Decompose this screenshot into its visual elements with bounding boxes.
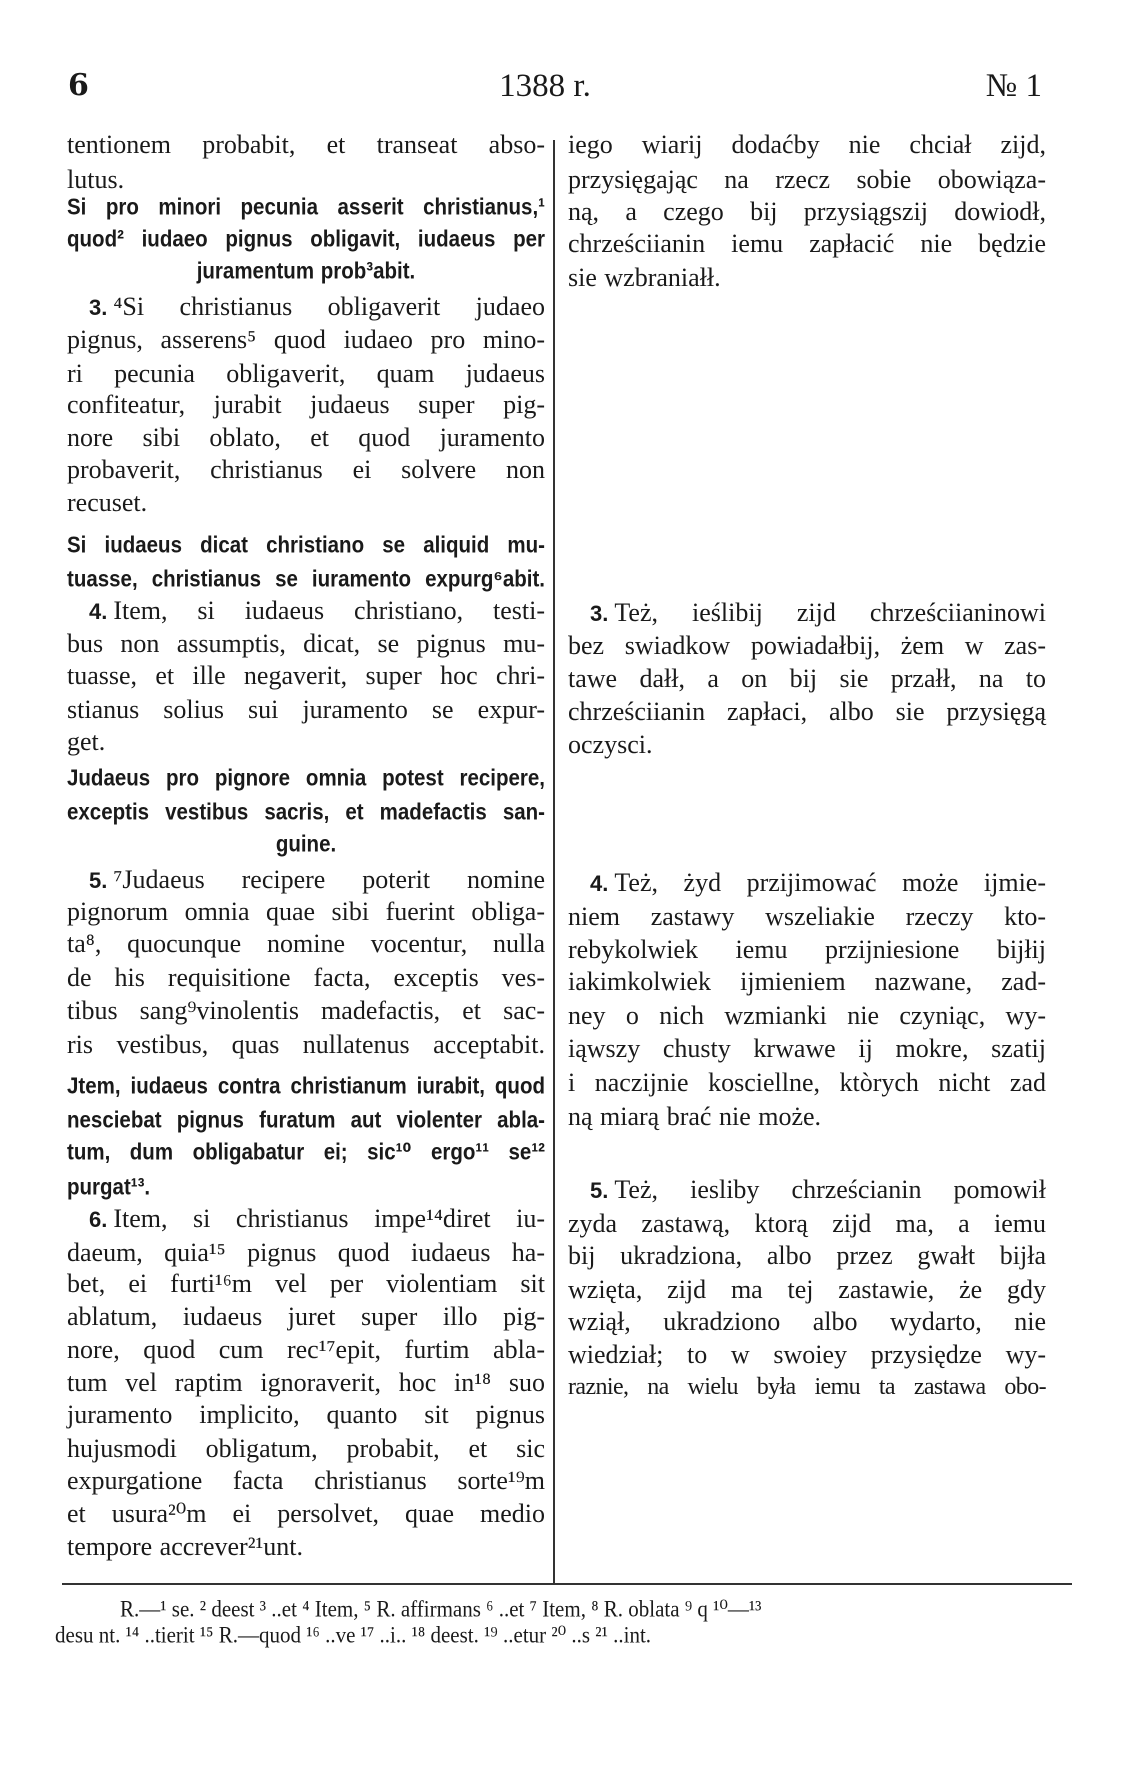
text-line: niem zastawy wszeliakie rzeczy kto- [568, 902, 1046, 931]
line-text: Też, ieślibij zijd chrześciianinowi [614, 598, 1046, 627]
text-line: wziął, ukradziono albo wydarto, nie [568, 1307, 1046, 1336]
text-line: ney o nich wzmianki nie czyniąc, wy- [568, 1001, 1046, 1030]
section-number: 4. [89, 599, 108, 624]
text-line: iakimkolwiek ijmieniem nazwane, zad- [568, 967, 1046, 996]
section-number: 5. [89, 868, 108, 893]
text-line [89, 864, 545, 897]
rubric-line: tuasse, christianus se iuramento expurg⁶abit. [67, 566, 545, 593]
rubric-line: exceptis vestibus sacris, et madefactis san- [67, 799, 545, 826]
text-line [590, 597, 1046, 630]
line-text: Też, żyd przijimować może ijmie- [614, 868, 1046, 897]
text-line: pignus, asserens⁵ quod iudaeo pro mino- [67, 325, 545, 354]
text-line: zyda zastawą, ktorą zijd ma, a iemu [568, 1209, 1046, 1238]
text-line: tempore accrever²¹unt. [67, 1532, 304, 1561]
text-line: hujusmodi obligatum, probabit, et sic [67, 1434, 545, 1463]
text-line: przysięgając na rzecz sobie obowiąza- [568, 165, 1046, 194]
text-line: wzięta, zijd ma tej zastawie, że gdy [568, 1275, 1046, 1304]
text-line: oczysci. [568, 730, 653, 759]
rubric-line: Jtem, iudaeus contra christianum iurabit, quod [67, 1073, 545, 1100]
rubric-line: Si pro minori pecunia asserit christianus,¹ [67, 194, 545, 221]
text-line: get. [67, 727, 106, 756]
rubric-line: quod² iudaeo pignus obligavit, iudaeus per [67, 226, 545, 253]
text-line: et usura²⁰m ei persolvet, quae medio [67, 1499, 545, 1528]
document-number: № 1 [985, 68, 1042, 104]
text-line: sie wzbraniałł. [568, 263, 721, 292]
text-line: ną, a czego bij przysiągszij dowiodł, [568, 197, 1046, 226]
rubric-line: Judaeus pro pignore omnia potest recipere, [67, 765, 545, 792]
section-number: 3. [89, 295, 108, 320]
text-line: ri pecunia obligaverit, quam judaeus [67, 359, 545, 388]
running-title-year: 1388 r. [499, 68, 591, 104]
text-line: i naczijnie kosciellne, ktòrych nicht zad [568, 1068, 1046, 1097]
text-line: bij ukradziona, albo przez gwałt bijła [568, 1241, 1046, 1270]
text-line: lutus. [67, 165, 125, 194]
text-line [590, 867, 1046, 900]
text-line: tuasse, et ille negaverit, super hoc chri- [67, 661, 545, 690]
text-line: daeum, quia¹⁵ pignus quod iudaeus ha- [67, 1238, 545, 1267]
text-line: tentionem probabit, et transeat abso- [67, 130, 545, 159]
text-line: wiedział; to w swoiey przysiędze wy- [568, 1340, 1046, 1369]
rubric-line: Si iudaeus dicat christiano se aliquid mu- [67, 532, 545, 559]
text-line: nore, quod cum rec¹⁷epit, furtim abla- [67, 1335, 545, 1364]
line-text: ⁷Judaeus recipere poterit nomine [113, 865, 545, 894]
rubric-line: purgat¹³. [67, 1174, 151, 1201]
footnote-line: desu nt. ¹⁴ ..tierit ¹⁵ R.—quod ¹⁶ ..ve ¹⁷ ..i.. ¹⁸ deest. ¹⁹ ..etur ²⁰ ..s ²¹ ..int. [55, 1621, 652, 1649]
line-text: ⁴Si christianus obligaverit judaeo [113, 292, 545, 321]
line-text: Też, iesliby chrześcianin pomowił [614, 1175, 1046, 1204]
text-line: recuset. [67, 488, 148, 517]
text-line: pignorum omnia quae sibi fuerint obliga- [67, 897, 545, 926]
section-number: 4. [590, 871, 609, 896]
section-number: 3. [590, 601, 609, 626]
text-line: tibus sang⁹vinolentis madefactis, et sac- [67, 996, 545, 1025]
text-line: ta⁸, quocunque nomine vocentur, nulla [67, 929, 545, 958]
text-line [89, 595, 545, 628]
text-line: chrześciianin iemu zapłacić nie będzie [568, 229, 1046, 258]
text-line: tawe dałł, a on bij sie przałł, na to [568, 664, 1046, 693]
text-line: stianus solius sui juramento se expur- [67, 695, 545, 724]
text-line: bet, ei furti¹⁶m vel per violentiam sit [67, 1269, 545, 1298]
text-line: ablatum, iudaeus juret super illo pig- [67, 1302, 545, 1331]
text-line: iąwszy chusty krwawe ij mokre, szatij [568, 1034, 1046, 1063]
page-number: 6 [68, 68, 89, 103]
column-divider [553, 140, 555, 1585]
rubric-line: guine. [275, 831, 337, 858]
text-line: de his requisitione facta, exceptis ves- [67, 963, 545, 992]
rubric-line: juramentum prob³abit. [196, 258, 416, 285]
footnote-rule [62, 1583, 1072, 1585]
text-line: raznie, na wielu była iemu ta zastawa obo- [568, 1374, 1046, 1400]
text-line [89, 291, 545, 324]
text-line: bus non assumptis, dicat, se pignus mu- [67, 629, 545, 658]
text-line: nore sibi oblato, et quod juramento [67, 423, 545, 452]
text-line: expurgatione facta christianus sorte¹⁹m [67, 1466, 545, 1495]
line-text: Item, si christianus impe¹⁴diret iu- [113, 1204, 545, 1233]
text-line [590, 1174, 1046, 1207]
rubric-line: nesciebat pignus furatum aut violenter abla- [67, 1107, 545, 1134]
text-line: probaverit, christianus ei solvere non [67, 455, 545, 484]
text-line: rebykolwiek iemu przijniesione bijłij [568, 935, 1046, 964]
text-line [89, 1203, 545, 1236]
text-line: bez swiadkow powiadałbij, żem w zas- [568, 631, 1046, 660]
line-text: Item, si iudaeus christiano, testi- [113, 596, 545, 625]
text-line: chrześciianin zapłaci, albo sie przysięgą [568, 697, 1046, 726]
footnote-line: R.—¹ se. ² deest ³ ..et ⁴ Item, ⁵ R. affirmans ⁶ ..et ⁷ Item, ⁸ R. oblata ⁹ q ¹⁰—¹³ [120, 1595, 762, 1623]
section-number: 5. [590, 1178, 609, 1203]
text-line: ris vestibus, quas nullatenus acceptabit. [67, 1030, 545, 1059]
text-line: juramento implicito, quanto sit pignus [67, 1400, 545, 1429]
section-number: 6. [89, 1207, 108, 1232]
text-line: tum vel raptim ignoraverit, hoc in¹⁸ suo [67, 1368, 545, 1397]
text-line: ną miarą brać nie może. [568, 1102, 822, 1131]
text-line: iego wiarij dodaćby nie chciał zijd, [568, 130, 1046, 159]
rubric-line: tum, dum obligabatur ei; sic¹⁰ ergo¹¹ se¹² [67, 1139, 545, 1166]
text-line: confiteatur, jurabit judaeus super pig- [67, 390, 545, 419]
